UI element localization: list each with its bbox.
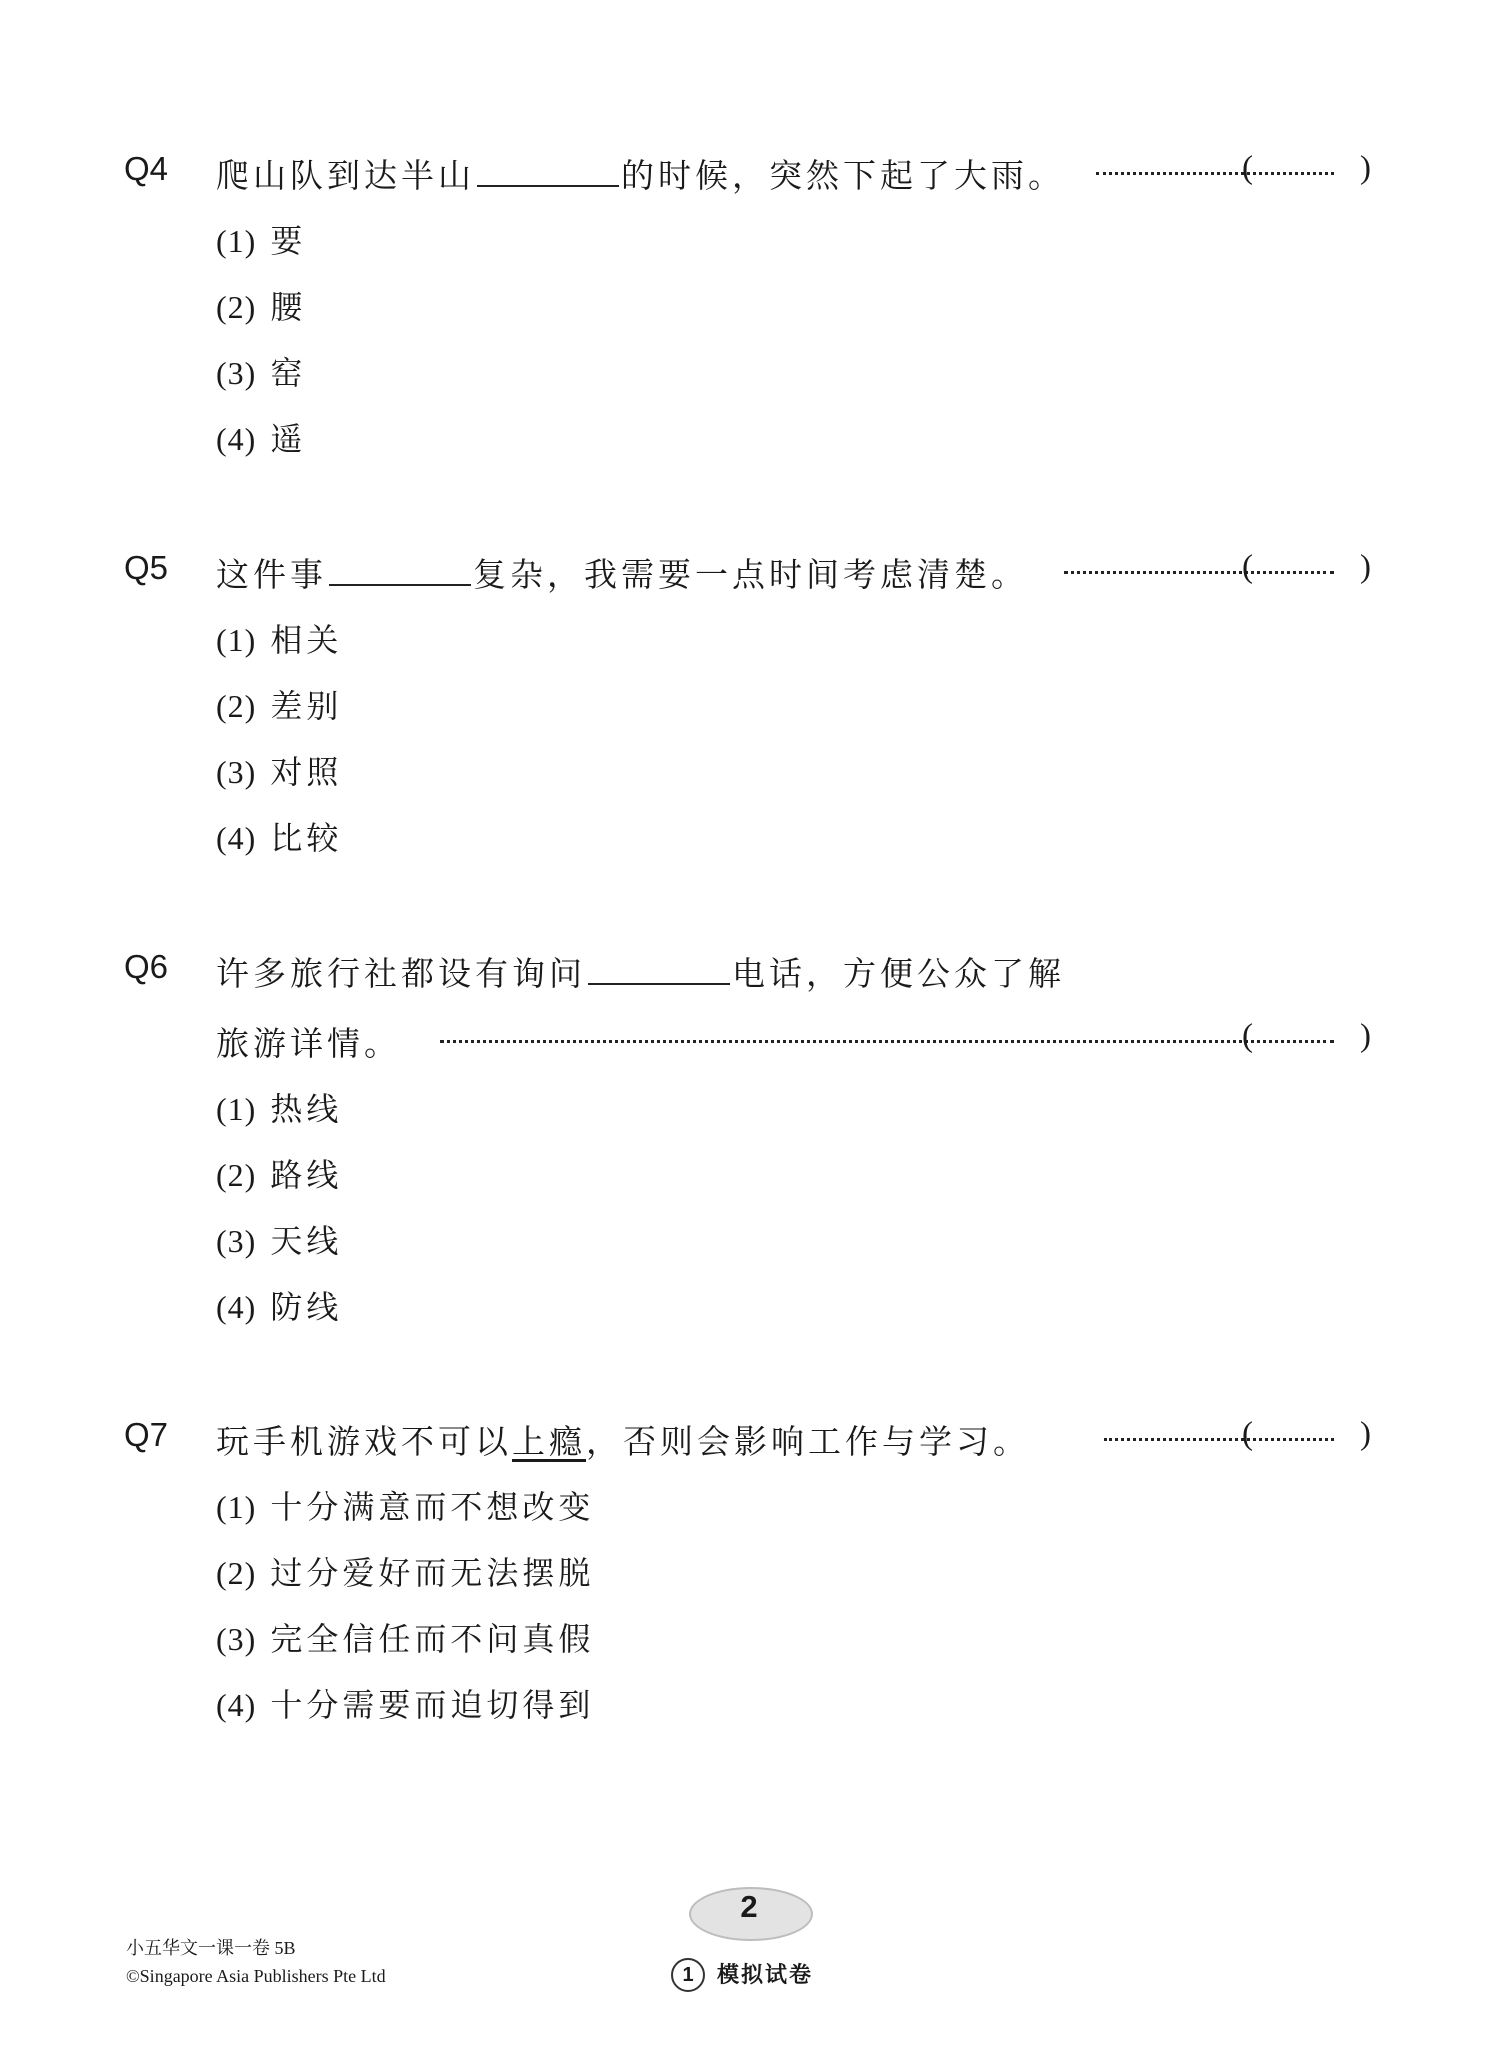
option-1[interactable]: (1) 要 bbox=[216, 222, 307, 260]
page-number: 2 bbox=[740, 1889, 758, 1924]
option-4[interactable]: (4) 比较 bbox=[216, 819, 343, 857]
question-number: Q5 bbox=[124, 549, 169, 586]
answer-bracket-open[interactable]: ( bbox=[1242, 1018, 1253, 1054]
option-4[interactable]: (4) 防线 bbox=[216, 1288, 343, 1326]
option-3[interactable]: (3) 完全信任而不问真假 bbox=[216, 1620, 595, 1658]
answer-bracket-open[interactable]: ( bbox=[1242, 549, 1253, 585]
dotted-leader bbox=[1064, 571, 1334, 574]
option-2[interactable]: (2) 腰 bbox=[216, 288, 307, 326]
option-2[interactable]: (2) 差别 bbox=[216, 687, 343, 725]
option-4[interactable]: (4) 遥 bbox=[216, 420, 307, 458]
dotted-leader bbox=[1104, 1438, 1334, 1441]
underlined-term: 上瘾 bbox=[512, 1422, 586, 1461]
paper-name: 模拟试卷 bbox=[717, 1963, 814, 1988]
fill-blank[interactable] bbox=[588, 953, 730, 985]
question-number: Q6 bbox=[124, 948, 169, 985]
fill-blank[interactable] bbox=[477, 155, 619, 187]
question-stem: 玩手机游戏不可以上瘾，否则会影响工作与学习。 bbox=[216, 1422, 1030, 1461]
answer-bracket-open[interactable]: ( bbox=[1242, 150, 1253, 186]
question-number: Q7 bbox=[124, 1416, 169, 1453]
option-4[interactable]: (4) 十分需要而迫切得到 bbox=[216, 1686, 595, 1724]
option-1[interactable]: (1) 十分满意而不想改变 bbox=[216, 1488, 595, 1526]
question-stem: 爬山队到达半山 的时候，突然下起了大雨。 bbox=[216, 156, 1065, 195]
dotted-leader bbox=[1096, 172, 1334, 175]
option-1[interactable]: (1) 相关 bbox=[216, 621, 343, 659]
answer-bracket-close: ) bbox=[1360, 1018, 1371, 1054]
book-title: 小五华文一课一卷 5B bbox=[126, 1938, 296, 1958]
option-1[interactable]: (1) 热线 bbox=[216, 1090, 343, 1128]
question-stem-line-2: 旅游详情。 bbox=[216, 1024, 401, 1063]
option-3[interactable]: (3) 天线 bbox=[216, 1222, 343, 1260]
copyright: ©Singapore Asia Publishers Pte Ltd bbox=[126, 1966, 386, 1986]
option-2[interactable]: (2) 路线 bbox=[216, 1156, 343, 1194]
footer-credits bbox=[126, 1934, 386, 1990]
answer-bracket-close: ) bbox=[1360, 150, 1371, 186]
question-stem: 这件事 复杂，我需要一点时间考虑清楚。 bbox=[216, 555, 1028, 594]
option-3[interactable]: (3) 对照 bbox=[216, 753, 343, 791]
answer-bracket-close: ) bbox=[1360, 549, 1371, 585]
option-3[interactable]: (3) 窑 bbox=[216, 354, 307, 392]
dotted-leader bbox=[440, 1040, 1334, 1043]
option-2[interactable]: (2) 过分爱好而无法摆脱 bbox=[216, 1554, 595, 1592]
answer-bracket-open[interactable]: ( bbox=[1242, 1416, 1253, 1452]
question-number: Q4 bbox=[124, 150, 169, 187]
fill-blank[interactable] bbox=[329, 554, 471, 586]
paper-index-circle: 1 bbox=[671, 1958, 705, 1992]
answer-bracket-close: ) bbox=[1360, 1416, 1371, 1452]
question-stem: 许多旅行社都设有询问 电话，方便公众了解 bbox=[216, 954, 1065, 993]
